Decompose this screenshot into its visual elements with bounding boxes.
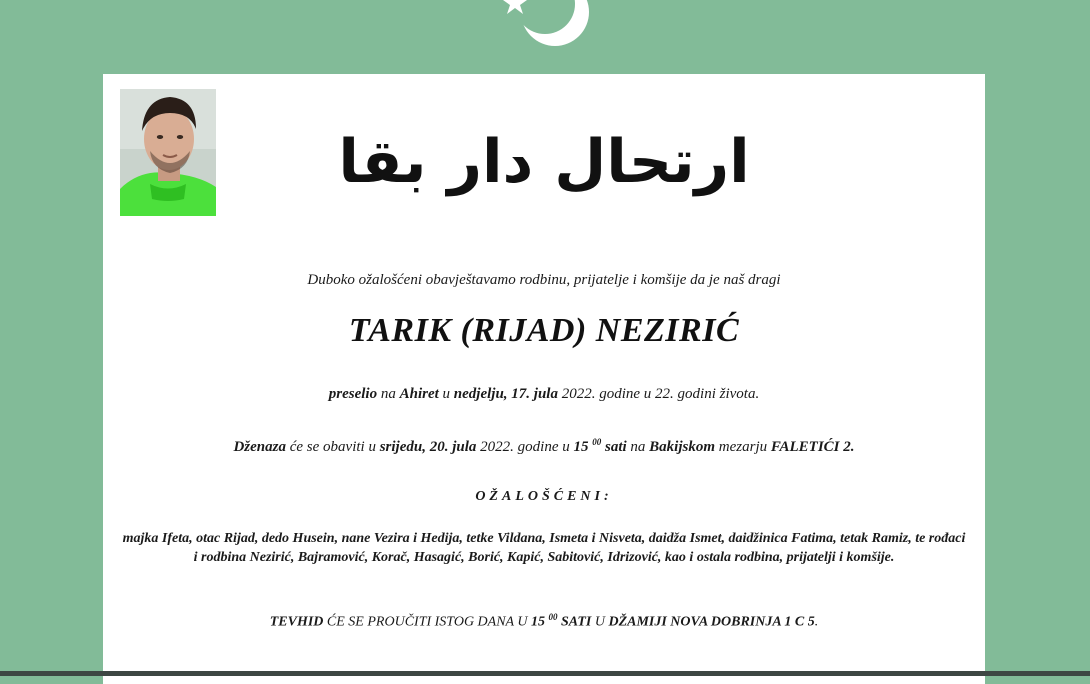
deceased-name: TARIK (RIJAD) NEZIRIĆ [348,312,740,349]
svg-text:ارتحال دار بقا: ارتحال دار بقا [338,127,750,197]
bottom-bar [0,671,1090,676]
tevhid-line: TEVHID ĆE SE PROUČITI ISTOG DANA U 15 $^{00}$ SATI U DŽAMIJI NOVA DOBRINJA 1 C 5. [269,612,819,630]
arabic-calligraphy [338,94,750,214]
mourners-list: majka Ifeta, otac Rijad, dedo Husein, nane Vezira i Hedija, tetke Vildana, Ismeta i Nisveta, daidža Ismet, daidžinica Fatima, tetak Ramiz, te rođaci i rodbina Nezirić, Bajramović, Korač, Hasagić, Borić, Kapić, Sabitović, Idrizović, kao i ostala rodbina, prijatelji i komšije. [122,531,966,565]
passed-away-line: preselio na Ahiret u nedjelju, 17. jula 2022. godine u 22. godini života. [328,386,760,402]
funeral-line: Dženaza će se obaviti u srijedu, 20. jula 2022. godine u 15 $^{00}$ sati na Bakijskom mezarju FALETIĆI 2. [233,437,855,455]
obituary-notice [103,74,985,684]
mourners-heading: OŽALOŠĆENI: [475,489,613,504]
deceased-photo [120,89,216,216]
crescent-star-icon [497,0,597,68]
intro-text: Duboko ožalošćeni obavještavamo rodbinu, prijatelje i komšije da je naš dragi [307,272,781,288]
